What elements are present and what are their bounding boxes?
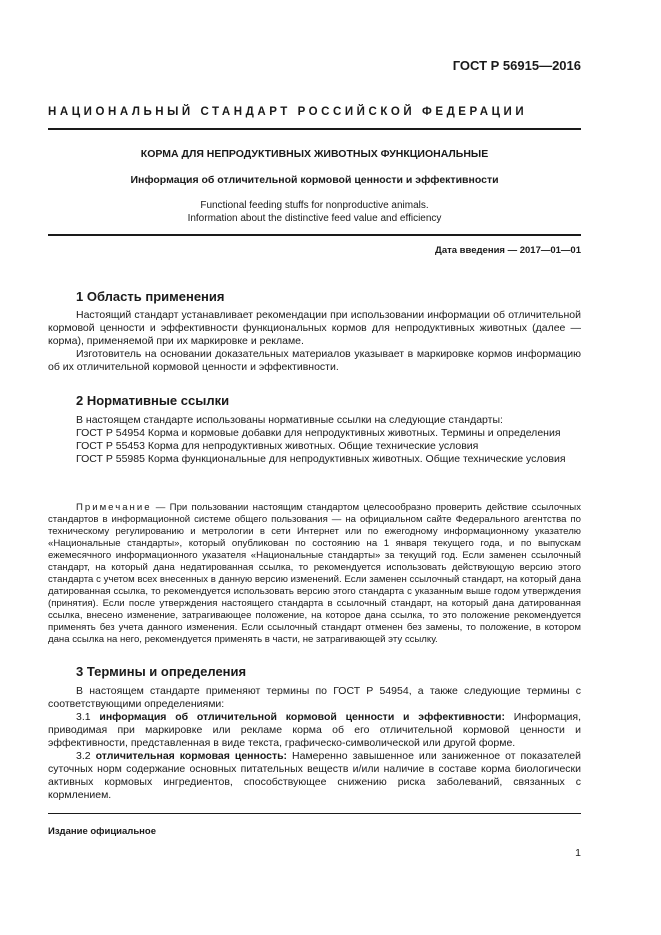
english-title-line-2: Information about the distinctive feed value and efficiency: [187, 213, 442, 224]
note-label: Примечание: [76, 502, 152, 513]
section-2-body: [48, 414, 581, 466]
section-1-heading: 1 Область применения: [76, 289, 225, 304]
term-3-2-name: отличительная кормовая ценность:: [95, 750, 288, 762]
footer-divider: [48, 813, 581, 814]
document-code: ГОСТ Р 56915—2016: [452, 58, 581, 73]
title-divider: [48, 234, 581, 236]
header-divider: [48, 128, 581, 130]
reference-item: ГОСТ Р 55453 Корма для непродуктивных животных. Общие технические условия: [76, 440, 479, 452]
english-title: [48, 199, 581, 225]
section-1-paragraph-1: Настоящий стандарт устанавливает рекомендации при использовании информации об отличительной кормовой ценности и эффективности функциональных кормов для непродуктивных животных (далее — корма), применяемой при их маркировке и рекламе.: [48, 309, 581, 347]
official-edition-label: Издание официальное: [48, 826, 156, 837]
subtitle: Информация об отличительной кормовой ценности и эффективности: [130, 174, 499, 186]
term-3-1: [48, 711, 581, 750]
english-title-line-1: Functional feeding stuffs for nonproductive animals.: [200, 200, 429, 211]
section-3-heading: 3 Термины и определения: [76, 664, 247, 679]
reference-item: ГОСТ Р 55985 Корма функциональные для непродуктивных животных. Общие технические условия: [76, 453, 566, 465]
section-3-body: [48, 685, 581, 802]
section-2-intro: В настоящем стандарте использованы нормативные ссылки на следующие стандарты:: [76, 414, 503, 426]
section-1-paragraph-2: Изготовитель на основании доказательных материалов указывает в маркировке кормов информацию об их отличительной кормовой ценности и эффективности.: [48, 348, 581, 373]
section-2-heading: 2 Нормативные ссылки: [76, 393, 230, 408]
national-standard-heading: НАЦИОНАЛЬНЫЙ СТАНДАРТ РОССИЙСКОЙ ФЕДЕРАЦИИ: [48, 106, 528, 118]
page-number: 1: [575, 847, 581, 859]
term-3-1-number: 3.1: [76, 711, 100, 723]
term-3-2: [48, 750, 581, 802]
term-3-1-name: информация об отличительной кормовой ценности и эффективности:: [99, 711, 506, 723]
note-text: — При пользовании настоящим стандартом целесообразно проверить действие ссылочных стандартов в информационной системе общего пользования — на официальном сайте Федерального агентства по техническому регулированию и метрологии в сети Интернет или по ежегодному информационному указателю «Национальные стандарты», который опубликован по состоянию на 1 января текущего года, и по выпускам ежемесячного информационного указателя «Национальные стандарты» за текущий год. Если заменен ссылочный стандарт, на который дана недатированная ссылка, то рекомендуется использовать действующую версию этого стандарта с учетом всех внесенных в данную версию изменений. Если заменен ссылочный стандарт, на который дана датированная ссылка, то рекомендуется использовать версию этого стандарта с указанным выше годом утверждения (принятия). Если после утверждения настоящего стандарта в ссылочный стандарт, на который дана датированная ссылка, внесено изменение, затрагивающее положение, на которое дана ссылка, то это положение рекомендуется применять без учета данного изменения. Если ссылочный стандарт отменен без замены, то положение, в котором дана ссылка на него, рекомендуется применять в части, не затрагивающей эту ссылку.: [48, 502, 581, 645]
section-1-body: [48, 309, 581, 374]
main-title: КОРМА ДЛЯ НЕПРОДУКТИВНЫХ ЖИВОТНЫХ ФУНКЦИОНАЛЬНЫЕ: [140, 148, 489, 160]
term-3-2-number: 3.2: [76, 750, 96, 762]
term-3-2-definition: Намеренно завышенное или заниженное от показателей суточных норм содержание основных питательных веществ и/или наличие в составе корма биологически активных кормовых ингредиентов, способствующее снижению риска заболеваний, связанных с кормлением.: [48, 750, 581, 801]
introduction-date: Дата введения — 2017—01—01: [435, 245, 581, 256]
section-3-intro: В настоящем стандарте применяют термины по ГОСТ Р 54954, а также следующие термины с соответствующими определениями:: [48, 685, 581, 710]
term-3-1-definition: Информация, приводимая при маркировке или рекламе корма об его отличительной кормовой ценности и эффективности, представленная в виде текста, графическо-символической или другой форме.: [48, 711, 581, 749]
section-2-note: [48, 502, 581, 646]
reference-item: ГОСТ Р 54954 Корма и кормовые добавки для непродуктивных животных. Термины и определения: [76, 427, 561, 439]
